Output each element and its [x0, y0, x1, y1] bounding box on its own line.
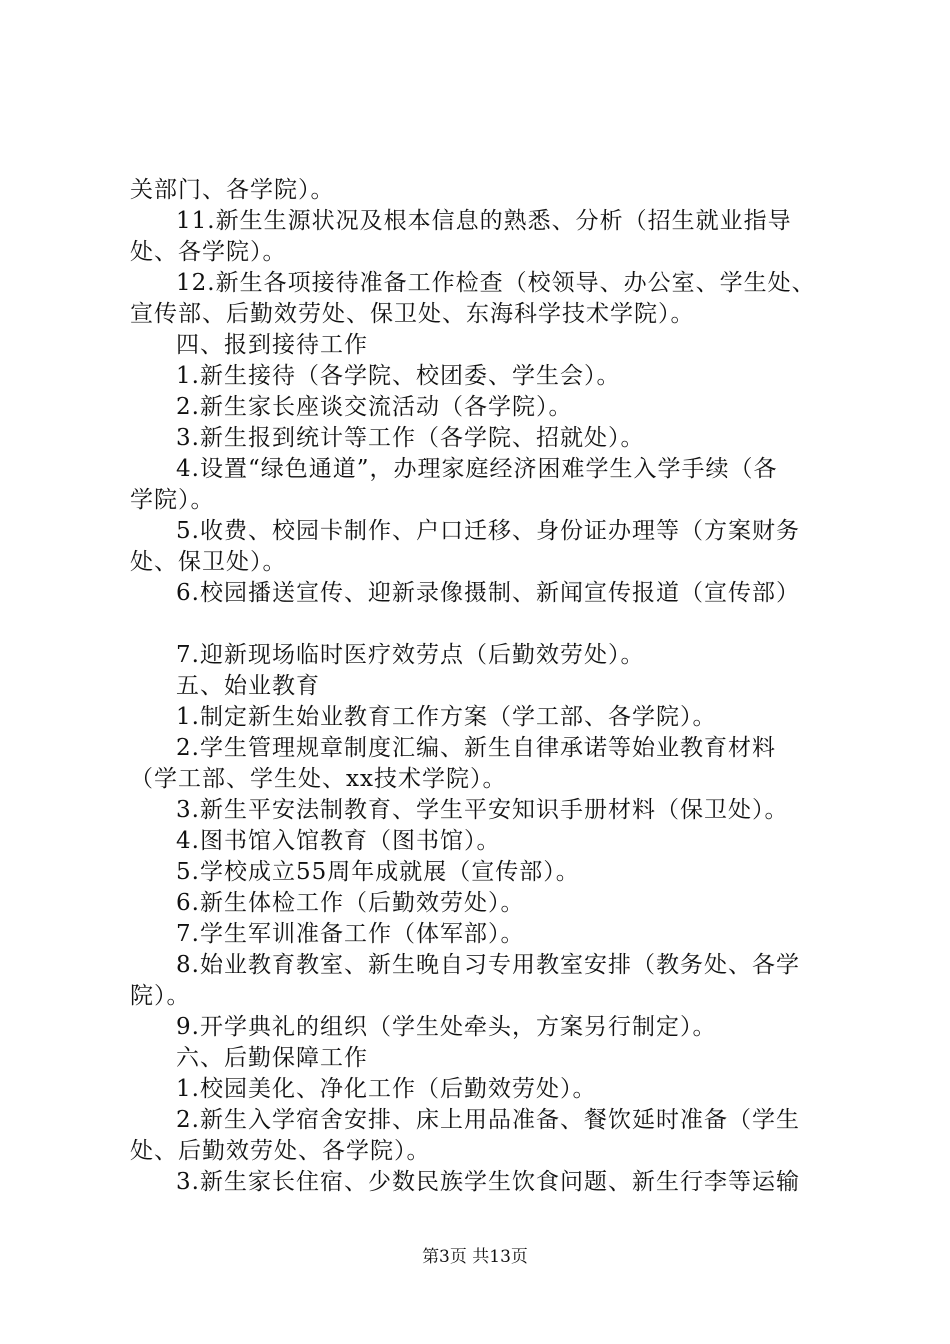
text-line: 宣传部、后勤效劳处、保卫处、东海科学技术学院）。 [130, 301, 695, 327]
text-line: 2.新生家长座谈交流活动（各学院）。 [176, 394, 573, 420]
text-line: 2.新生入学宿舍安排、床上用品准备、餐饮延时准备（学生 [176, 1107, 800, 1133]
text-line: 1.校园美化、净化工作（后勤效劳处）。 [176, 1076, 597, 1102]
text-line: 7.迎新现场临时医疗效劳点（后勤效劳处）。 [176, 642, 645, 668]
text-line: 5.收费、校园卡制作、户口迁移、身份证办理等（方案财务 [176, 518, 800, 544]
document-body [130, 175, 830, 1198]
text-line: 11.新生生源状况及根本信息的熟悉、分析（招生就业指导 [176, 208, 792, 234]
text-line: 处、后勤效劳处、各学院）。 [130, 1138, 431, 1164]
text-line: 4.图书馆入馆教育（图书馆）。 [176, 828, 501, 854]
text-line: 关部门、各学院）。 [130, 177, 335, 203]
text-line: 3.新生平安法制教育、学生平安知识手册材料（保卫处）。 [176, 797, 789, 823]
text-line: 处、各学院）。 [130, 239, 287, 265]
text-line: 1.新生接待（各学院、校团委、学生会）。 [176, 363, 621, 389]
text-line: 学院）。 [130, 487, 215, 513]
text-line: 六、后勤保障工作 [176, 1045, 368, 1071]
text-line: （学工部、学生处、xx技术学院）。 [130, 766, 507, 792]
text-line: 3.新生家长住宿、少数民族学生饮食问题、新生行李等运输 [176, 1169, 800, 1195]
text-line: 6.校园播送宣传、迎新录像摄制、新闻宣传报道（宣传部） [176, 580, 800, 606]
blank-line [130, 609, 830, 640]
text-line: 1.制定新生始业教育工作方案（学工部、各学院）。 [176, 704, 717, 730]
text-line: 2.学生管理规章制度汇编、新生自律承诺等始业教育材料 [176, 735, 776, 761]
text-line: 4.设置“绿色通道”，办理家庭经济困难学生入学手续（各 [176, 456, 778, 482]
text-line: 7.学生军训准备工作（体军部）。 [176, 921, 525, 947]
text-line: 五、始业教育 [176, 673, 320, 699]
text-line: 9.开学典礼的组织（学生处牵头，方案另行制定）。 [176, 1014, 717, 1040]
text-line: 院）。 [130, 983, 191, 1009]
text-line: 12.新生各项接待准备工作检查（校领导、办公室、学生处、 [176, 270, 816, 296]
text-line: 处、保卫处）。 [130, 549, 287, 575]
text-line: 四、报到接待工作 [176, 332, 368, 358]
page-footer: 第3页 共13页 [422, 1247, 528, 1267]
text-line: 3.新生报到统计等工作（各学院、招就处）。 [176, 425, 645, 451]
text-line: 5.学校成立55周年成就展（宣传部）。 [176, 859, 580, 885]
text-line: 6.新生体检工作（后勤效劳处）。 [176, 890, 525, 916]
text-line: 8.始业教育教室、新生晚自习专用教室安排（教务处、各学 [176, 952, 800, 978]
